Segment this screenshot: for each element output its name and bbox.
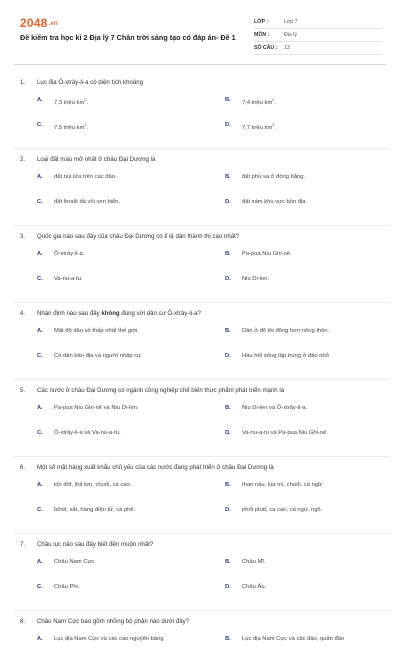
answer-letter: A. bbox=[37, 251, 43, 257]
answer-options bbox=[20, 173, 384, 223]
answer-text: Niu Di-len. bbox=[242, 276, 270, 282]
answer-letter: C. bbox=[37, 507, 43, 513]
question-stem bbox=[20, 386, 384, 404]
answer-option[interactable] bbox=[37, 429, 225, 454]
answer-letter: D. bbox=[225, 199, 231, 205]
emphasis-text: không bbox=[101, 310, 120, 317]
answer-text: đất xám khu vực bồn địa. bbox=[242, 199, 308, 205]
answer-letter: C. bbox=[37, 430, 43, 436]
answer-letter: A. bbox=[37, 636, 43, 642]
answer-text: bôxit, sắt, hàng điện tử, cà phê. bbox=[54, 507, 136, 513]
exam-meta-table bbox=[254, 16, 382, 55]
question-stem bbox=[20, 540, 384, 558]
question-number: 2. bbox=[20, 156, 26, 163]
question-item bbox=[20, 386, 384, 457]
answer-option[interactable] bbox=[37, 583, 225, 608]
answer-text-main: 7,7 triệu km bbox=[242, 124, 273, 131]
answer-letter: C. bbox=[37, 122, 43, 128]
answer-option[interactable] bbox=[225, 481, 401, 506]
answer-letter: B. bbox=[225, 328, 231, 334]
question-number: 8. bbox=[20, 618, 26, 625]
answer-text-main: 7,4 triệu km bbox=[242, 99, 273, 106]
answer-letter: A. bbox=[37, 482, 43, 488]
answer-letter: A. bbox=[37, 328, 43, 334]
answer-text: Ô-xtrây-li-a và Va-nu-a-tu. bbox=[54, 430, 121, 436]
question-divider bbox=[14, 610, 390, 611]
question-item bbox=[20, 155, 384, 226]
question-number: 4. bbox=[20, 310, 26, 317]
question-text: Một số mặt hàng xuất khẩu chủ yếu của các nước đang phát triển ở châu Đại Dương là bbox=[37, 464, 274, 471]
answer-option[interactable] bbox=[37, 506, 225, 531]
answer-letter: D. bbox=[225, 353, 231, 359]
answer-option[interactable] bbox=[37, 121, 225, 146]
question-item bbox=[20, 309, 384, 380]
question-list bbox=[20, 78, 384, 660]
answer-option[interactable] bbox=[37, 96, 225, 121]
superscript: 2 bbox=[272, 97, 275, 102]
superscript: 2 bbox=[272, 122, 275, 127]
answer-letter: C. bbox=[37, 584, 43, 590]
question-number: 7. bbox=[20, 541, 26, 548]
meta-row-question-count bbox=[254, 42, 382, 55]
answer-letter: B. bbox=[225, 97, 231, 103]
question-stem bbox=[20, 155, 384, 173]
answer-options bbox=[20, 635, 384, 660]
answer-option[interactable] bbox=[37, 198, 225, 223]
question-divider bbox=[14, 379, 390, 380]
meta-row-grade bbox=[254, 16, 382, 29]
question-divider bbox=[14, 533, 390, 534]
answer-text: Châu Âu. bbox=[242, 584, 267, 590]
question-text: Quốc gia nào sau đây của châu Đại Dương có tỉ lệ dân thành thị cao nhất? bbox=[37, 233, 240, 240]
meta-row-subject bbox=[254, 29, 382, 42]
superscript: 2 bbox=[84, 122, 87, 127]
answer-text: 7,5 triệu $km^2$. bbox=[54, 122, 89, 131]
meta-label: MÔN : bbox=[254, 32, 270, 38]
question-text: Lục địa Ô-xtrây-li-a có diện tích khoảng bbox=[37, 79, 144, 86]
answer-letter: B. bbox=[225, 174, 231, 180]
document-header bbox=[20, 14, 382, 60]
answer-text: Pa-pua Niu Ghi-nê. bbox=[242, 251, 292, 257]
answer-letter: A. bbox=[37, 97, 43, 103]
answer-text: Va-nu-a-tu. bbox=[54, 276, 83, 282]
answer-options bbox=[20, 481, 384, 531]
question-divider bbox=[14, 302, 390, 303]
site-logo[interactable] bbox=[20, 16, 58, 30]
answer-option[interactable] bbox=[225, 506, 401, 531]
answer-text-main: 7,3 triệu km bbox=[54, 99, 85, 106]
answer-letter: D. bbox=[225, 584, 231, 590]
answer-letter: B. bbox=[225, 405, 231, 411]
answer-text: Niu Di-len và Ô-xtrây-li-a. bbox=[242, 405, 308, 411]
answer-options bbox=[20, 96, 384, 146]
answer-text: 7,3 triệu $km^2$. bbox=[54, 97, 89, 106]
question-stem bbox=[20, 463, 384, 481]
answer-option[interactable] bbox=[225, 250, 401, 275]
answer-options bbox=[20, 327, 384, 377]
question-divider bbox=[14, 456, 390, 457]
answer-option[interactable] bbox=[225, 404, 401, 429]
meta-value: Lớp 7 bbox=[284, 19, 298, 25]
question-number: 6. bbox=[20, 464, 26, 471]
question-text bbox=[37, 309, 201, 318]
logo-suffix: .vn bbox=[48, 20, 58, 27]
answer-text: Ô-xtrây-li-a. bbox=[54, 251, 85, 257]
answer-options bbox=[20, 558, 384, 608]
meta-label: LỚP : bbox=[254, 19, 269, 25]
question-text: Các nước ở châu Đại Dương có ngành công nghiệp chế biến thực phẩm phát triển mạnh là bbox=[37, 387, 285, 394]
answer-option[interactable] bbox=[37, 173, 225, 198]
answer-letter: D. bbox=[225, 276, 231, 282]
logo-text: 2048 bbox=[20, 16, 48, 30]
question-divider bbox=[14, 225, 390, 226]
answer-text: đất feralit đá vôi ven biển. bbox=[54, 199, 121, 205]
answer-text: Châu Phi. bbox=[54, 584, 80, 590]
answer-text: Lục địa Nam Cực và các đảo, quần đảo bbox=[242, 636, 345, 642]
answer-text: 7,7 triệu $km^2$. bbox=[242, 122, 277, 131]
answer-option[interactable] bbox=[225, 583, 401, 608]
answer-text: than nâu, lúa mì, chuối, cá ngừ. bbox=[242, 482, 324, 488]
question-stem bbox=[20, 309, 384, 327]
answer-letter: A. bbox=[37, 405, 43, 411]
answer-text: Dân ở đô thị đông hơn nông thôn. bbox=[242, 328, 330, 334]
answer-text: Có dân bản địa và người nhập cư. bbox=[54, 353, 143, 359]
question-text-part: đúng với dân cư Ô-xtrây-li-a? bbox=[119, 310, 201, 317]
answer-letter: C. bbox=[37, 353, 43, 359]
question-text: Loại đất màu mỡ nhất ở châu Đại Dương là bbox=[37, 156, 156, 163]
answer-letter: D. bbox=[225, 430, 231, 436]
answer-text: đất phù sa ở đồng bằng. bbox=[242, 174, 306, 180]
answer-option[interactable] bbox=[37, 481, 225, 506]
answer-text: Mật độ dân số thấp nhất thế giới. bbox=[54, 328, 140, 334]
answer-text-main: 7,5 triệu km bbox=[54, 124, 85, 131]
answer-option[interactable] bbox=[225, 558, 401, 583]
answer-options bbox=[20, 250, 384, 300]
answer-text: Châu Mĩ. bbox=[242, 559, 266, 565]
answer-letter: D. bbox=[225, 122, 231, 128]
question-stem bbox=[20, 617, 384, 635]
answer-text: Va-nu-a-tu và Pa-pua Niu Ghi-nê. bbox=[242, 430, 328, 436]
question-text: Châu lục nào sau đây biết đến muộn nhất? bbox=[37, 541, 154, 548]
question-item bbox=[20, 78, 384, 149]
header-divider bbox=[14, 64, 386, 65]
answer-text: đất núi lửa trên các đảo. bbox=[54, 174, 117, 180]
answer-option[interactable] bbox=[37, 352, 225, 377]
answer-option[interactable] bbox=[37, 404, 225, 429]
answer-letter: C. bbox=[37, 199, 43, 205]
answer-letter: C. bbox=[37, 276, 43, 282]
answer-option[interactable] bbox=[225, 121, 401, 146]
answer-text: phốt phát, ca cao, cá ngừ, ngô. bbox=[242, 507, 323, 513]
question-stem bbox=[20, 232, 384, 250]
question-item bbox=[20, 540, 384, 611]
answer-option[interactable] bbox=[37, 250, 225, 275]
answer-letter: B. bbox=[225, 251, 231, 257]
question-number: 3. bbox=[20, 233, 26, 240]
question-text-part: Nhận định nào sau đây bbox=[37, 310, 102, 317]
answer-option[interactable] bbox=[37, 327, 225, 352]
answer-option[interactable] bbox=[225, 173, 401, 198]
meta-value: Địa lý bbox=[284, 32, 297, 38]
answer-option[interactable] bbox=[37, 635, 225, 660]
superscript: 2 bbox=[84, 97, 87, 102]
question-item bbox=[20, 232, 384, 303]
answer-option[interactable] bbox=[225, 327, 401, 352]
answer-text: Hầu hết sống tập trung ở đảo nhỏ bbox=[242, 353, 329, 359]
document-title: Đề kiểm tra học kì 2 Địa lý 7 Chân trời sáng tạo có đáp án- Đề 1 bbox=[20, 33, 236, 42]
answer-option[interactable] bbox=[225, 352, 401, 377]
answer-option[interactable] bbox=[225, 429, 401, 454]
answer-option[interactable] bbox=[225, 635, 401, 660]
answer-option[interactable] bbox=[225, 275, 401, 300]
answer-text: 7,4 triệu $km^2$. bbox=[242, 97, 277, 106]
answer-option[interactable] bbox=[37, 275, 225, 300]
answer-letter: B. bbox=[225, 559, 231, 565]
question-number: 1. bbox=[20, 79, 26, 86]
answer-text: Châu Nam Cực. bbox=[54, 559, 96, 565]
question-divider bbox=[14, 148, 390, 149]
answer-option[interactable] bbox=[37, 558, 225, 583]
meta-label: SỐ CÂU : bbox=[254, 45, 278, 51]
answer-letter: A. bbox=[37, 174, 43, 180]
answer-letter: B. bbox=[225, 482, 231, 488]
question-item bbox=[20, 463, 384, 534]
answer-letter: B. bbox=[225, 636, 231, 642]
answer-options bbox=[20, 404, 384, 454]
answer-text: Pa-pua Niu Ghi-nê và Niu Di-len. bbox=[54, 405, 139, 411]
answer-option[interactable] bbox=[225, 96, 401, 121]
meta-value: 13 bbox=[284, 45, 290, 51]
question-stem bbox=[20, 78, 384, 96]
answer-text: khí đốt, thịt lợn, chuối, ca cao. bbox=[54, 482, 132, 488]
answer-text: Lục địa Nam Cực và các cao nguyên băng bbox=[54, 636, 164, 642]
answer-option[interactable] bbox=[225, 198, 401, 223]
answer-letter: A. bbox=[37, 559, 43, 565]
question-item bbox=[20, 617, 384, 660]
question-number: 5. bbox=[20, 387, 26, 394]
answer-letter: D. bbox=[225, 507, 231, 513]
question-text: Châu Nam Cực bao gồm những bộ phận nào dưới đây? bbox=[37, 618, 190, 625]
